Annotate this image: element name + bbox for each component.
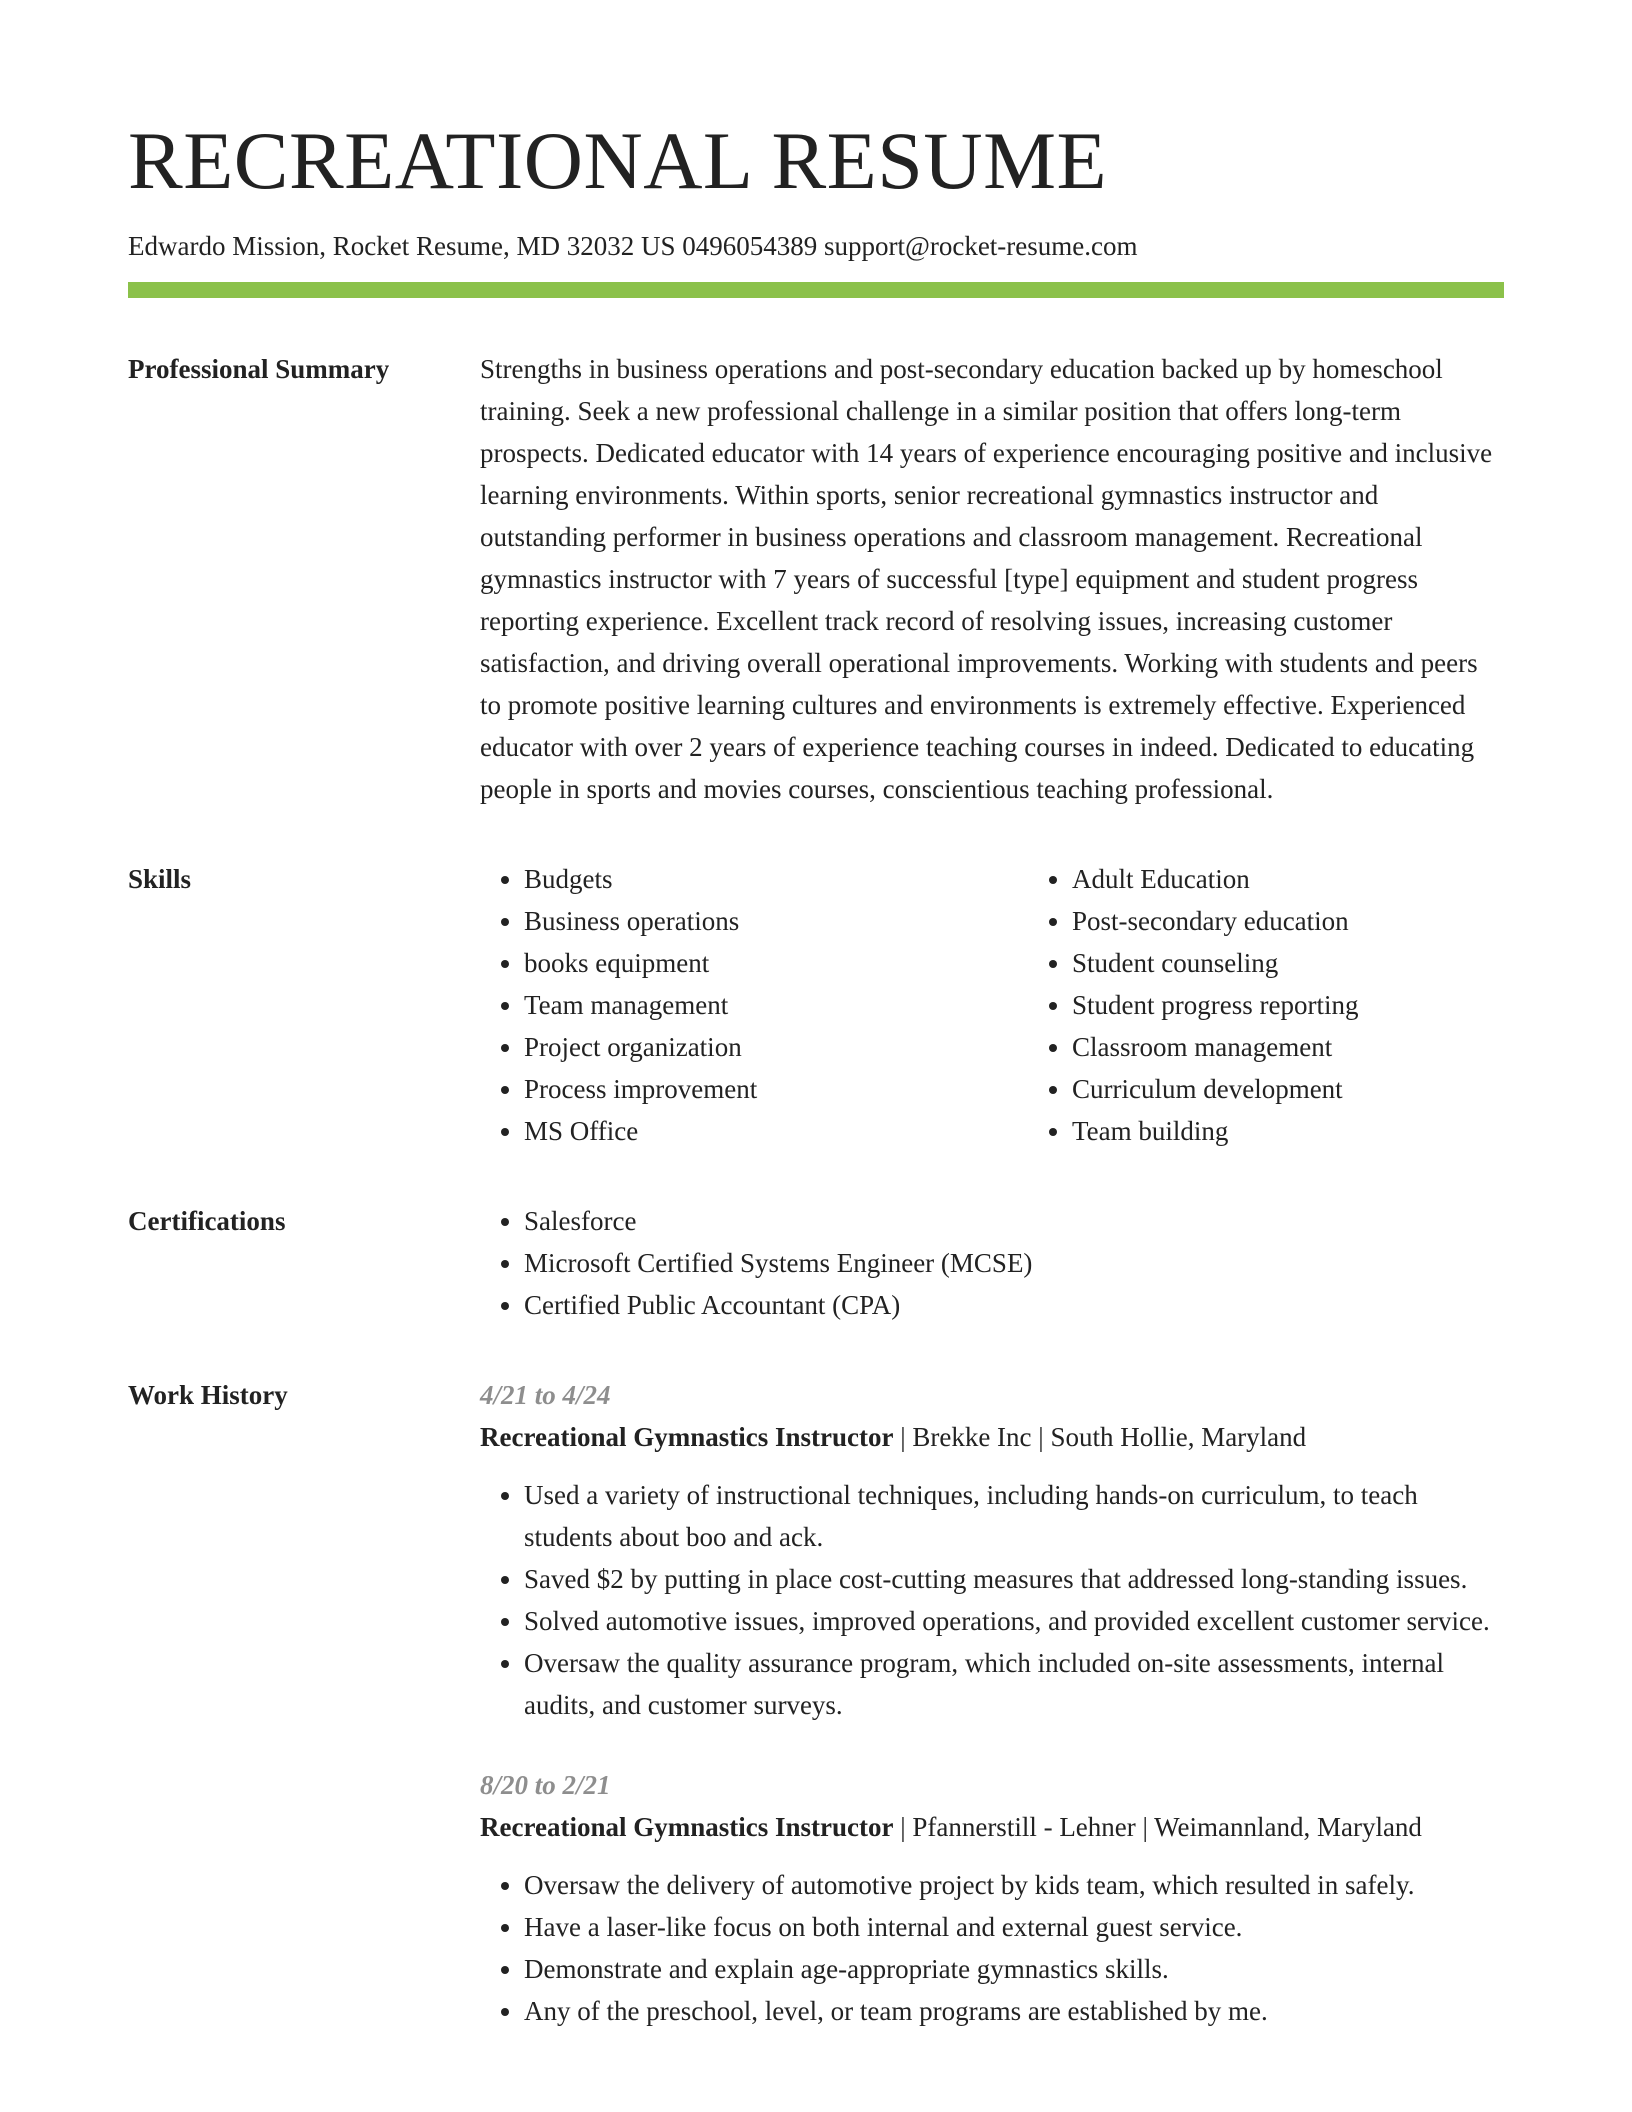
job-bullet: • Used a variety of instructional techniques, including hands-on curriculum, to teach students about boo and ack. — [524, 1474, 1504, 1558]
job-bullets — [480, 1864, 1504, 2032]
skill-item: • Student counseling — [1072, 942, 1576, 984]
header-divider — [128, 282, 1504, 298]
skill-item: • Team building — [1072, 1110, 1576, 1152]
skill-item: • Business operations — [524, 900, 1028, 942]
job-bullet: • Saved $2 by putting in place cost-cutting measures that addressed long-standing issues. — [524, 1558, 1504, 1600]
certification-item: • Microsoft Certified Systems Engineer (MCSE) — [524, 1242, 1504, 1284]
skill-item: • Budgets — [524, 858, 1028, 900]
section-label: Professional Summary — [128, 354, 390, 385]
certifications-list — [480, 1200, 1504, 1326]
job-details: | Pfannerstill - Lehner | Weimannland, Maryland — [893, 1812, 1422, 1843]
skill-item: • Post-secondary education — [1072, 900, 1576, 942]
job-details: | Brekke Inc | South Hollie, Maryland — [893, 1422, 1307, 1453]
skill-item: • Team management — [524, 984, 1028, 1026]
skill-item: • Curriculum development — [1072, 1068, 1576, 1110]
job-bullet: • Oversaw the delivery of automotive project by kids team, which resulted in safely. — [524, 1864, 1504, 1906]
job-bullet: • Any of the preschool, level, or team programs are established by me. — [524, 1990, 1504, 2032]
job-bullet: • Have a laser-like focus on both internal and external guest service. — [524, 1906, 1504, 1948]
skill-item: • Classroom management — [1072, 1026, 1576, 1068]
skills-list-left — [480, 858, 1028, 1152]
contact-line: Edwardo Mission, Rocket Resume, MD 32032 US 0496054389 support@rocket-resume.com — [128, 231, 1138, 262]
certifications-section — [128, 1200, 1504, 1326]
section-label: Certifications — [128, 1206, 286, 1237]
resume-title: RECREATIONAL RESUME — [128, 115, 1108, 206]
job-dates: 4/21 to 4/24 — [480, 1380, 611, 1411]
job-bullet: • Solved automotive issues, improved operations, and provided excellent customer service. — [524, 1600, 1504, 1642]
resume-page — [128, 0, 1504, 2032]
skills-list-right — [1028, 858, 1576, 1152]
summary-text: Strengths in business operations and post-secondary education backed up by homeschool training. Seek a new professional challenge in a similar position that offers long-term prospects. Dedicated educator with 14 years of experience encouraging positive and inclusive learning environments. Within sports, senior recreational gymnastics instructor and outstanding performer in business operations and classroom management. Recreational gymnastics instructor with 7 years of successful [type] equipment and student progress reporting experience. Excellent track record of resolving issues, increasing customer satisfaction, and driving overall operational improvements. Working with students and peers to promote positive learning cultures and environments is extremely effective. Experienced educator with over 2 years of experience teaching courses in indeed. Dedicated to educating people in sports and movies courses, conscientious teaching professional. — [480, 354, 1493, 805]
professional-summary-section — [128, 348, 1504, 810]
skills-section — [128, 858, 1504, 1152]
skill-item: • Adult Education — [1072, 858, 1576, 900]
job-heading — [480, 1416, 1504, 1458]
skill-item: • Process improvement — [524, 1068, 1028, 1110]
certification-item: • Salesforce — [524, 1200, 1504, 1242]
section-label: Work History — [128, 1380, 288, 1411]
skill-item: • books equipment — [524, 942, 1028, 984]
work-history-section — [128, 1374, 1504, 2032]
job-bullet: • Demonstrate and explain age-appropriate gymnastics skills. — [524, 1948, 1504, 1990]
certification-item: • Certified Public Accountant (CPA) — [524, 1284, 1504, 1326]
job-title: Recreational Gymnastics Instructor — [480, 1422, 894, 1453]
job-bullets — [480, 1474, 1504, 1726]
job-entry — [480, 1374, 1504, 1726]
skill-item: • Project organization — [524, 1026, 1028, 1068]
skill-item: • MS Office — [524, 1110, 1028, 1152]
job-dates: 8/20 to 2/21 — [480, 1770, 611, 1801]
job-heading — [480, 1806, 1504, 1848]
job-title: Recreational Gymnastics Instructor — [480, 1812, 894, 1843]
skill-item: • Student progress reporting — [1072, 984, 1576, 1026]
section-label: Skills — [128, 864, 192, 895]
job-bullet: • Oversaw the quality assurance program, which included on-site assessments, internal audits, and customer surveys. — [524, 1642, 1504, 1726]
job-entry — [480, 1764, 1504, 2032]
